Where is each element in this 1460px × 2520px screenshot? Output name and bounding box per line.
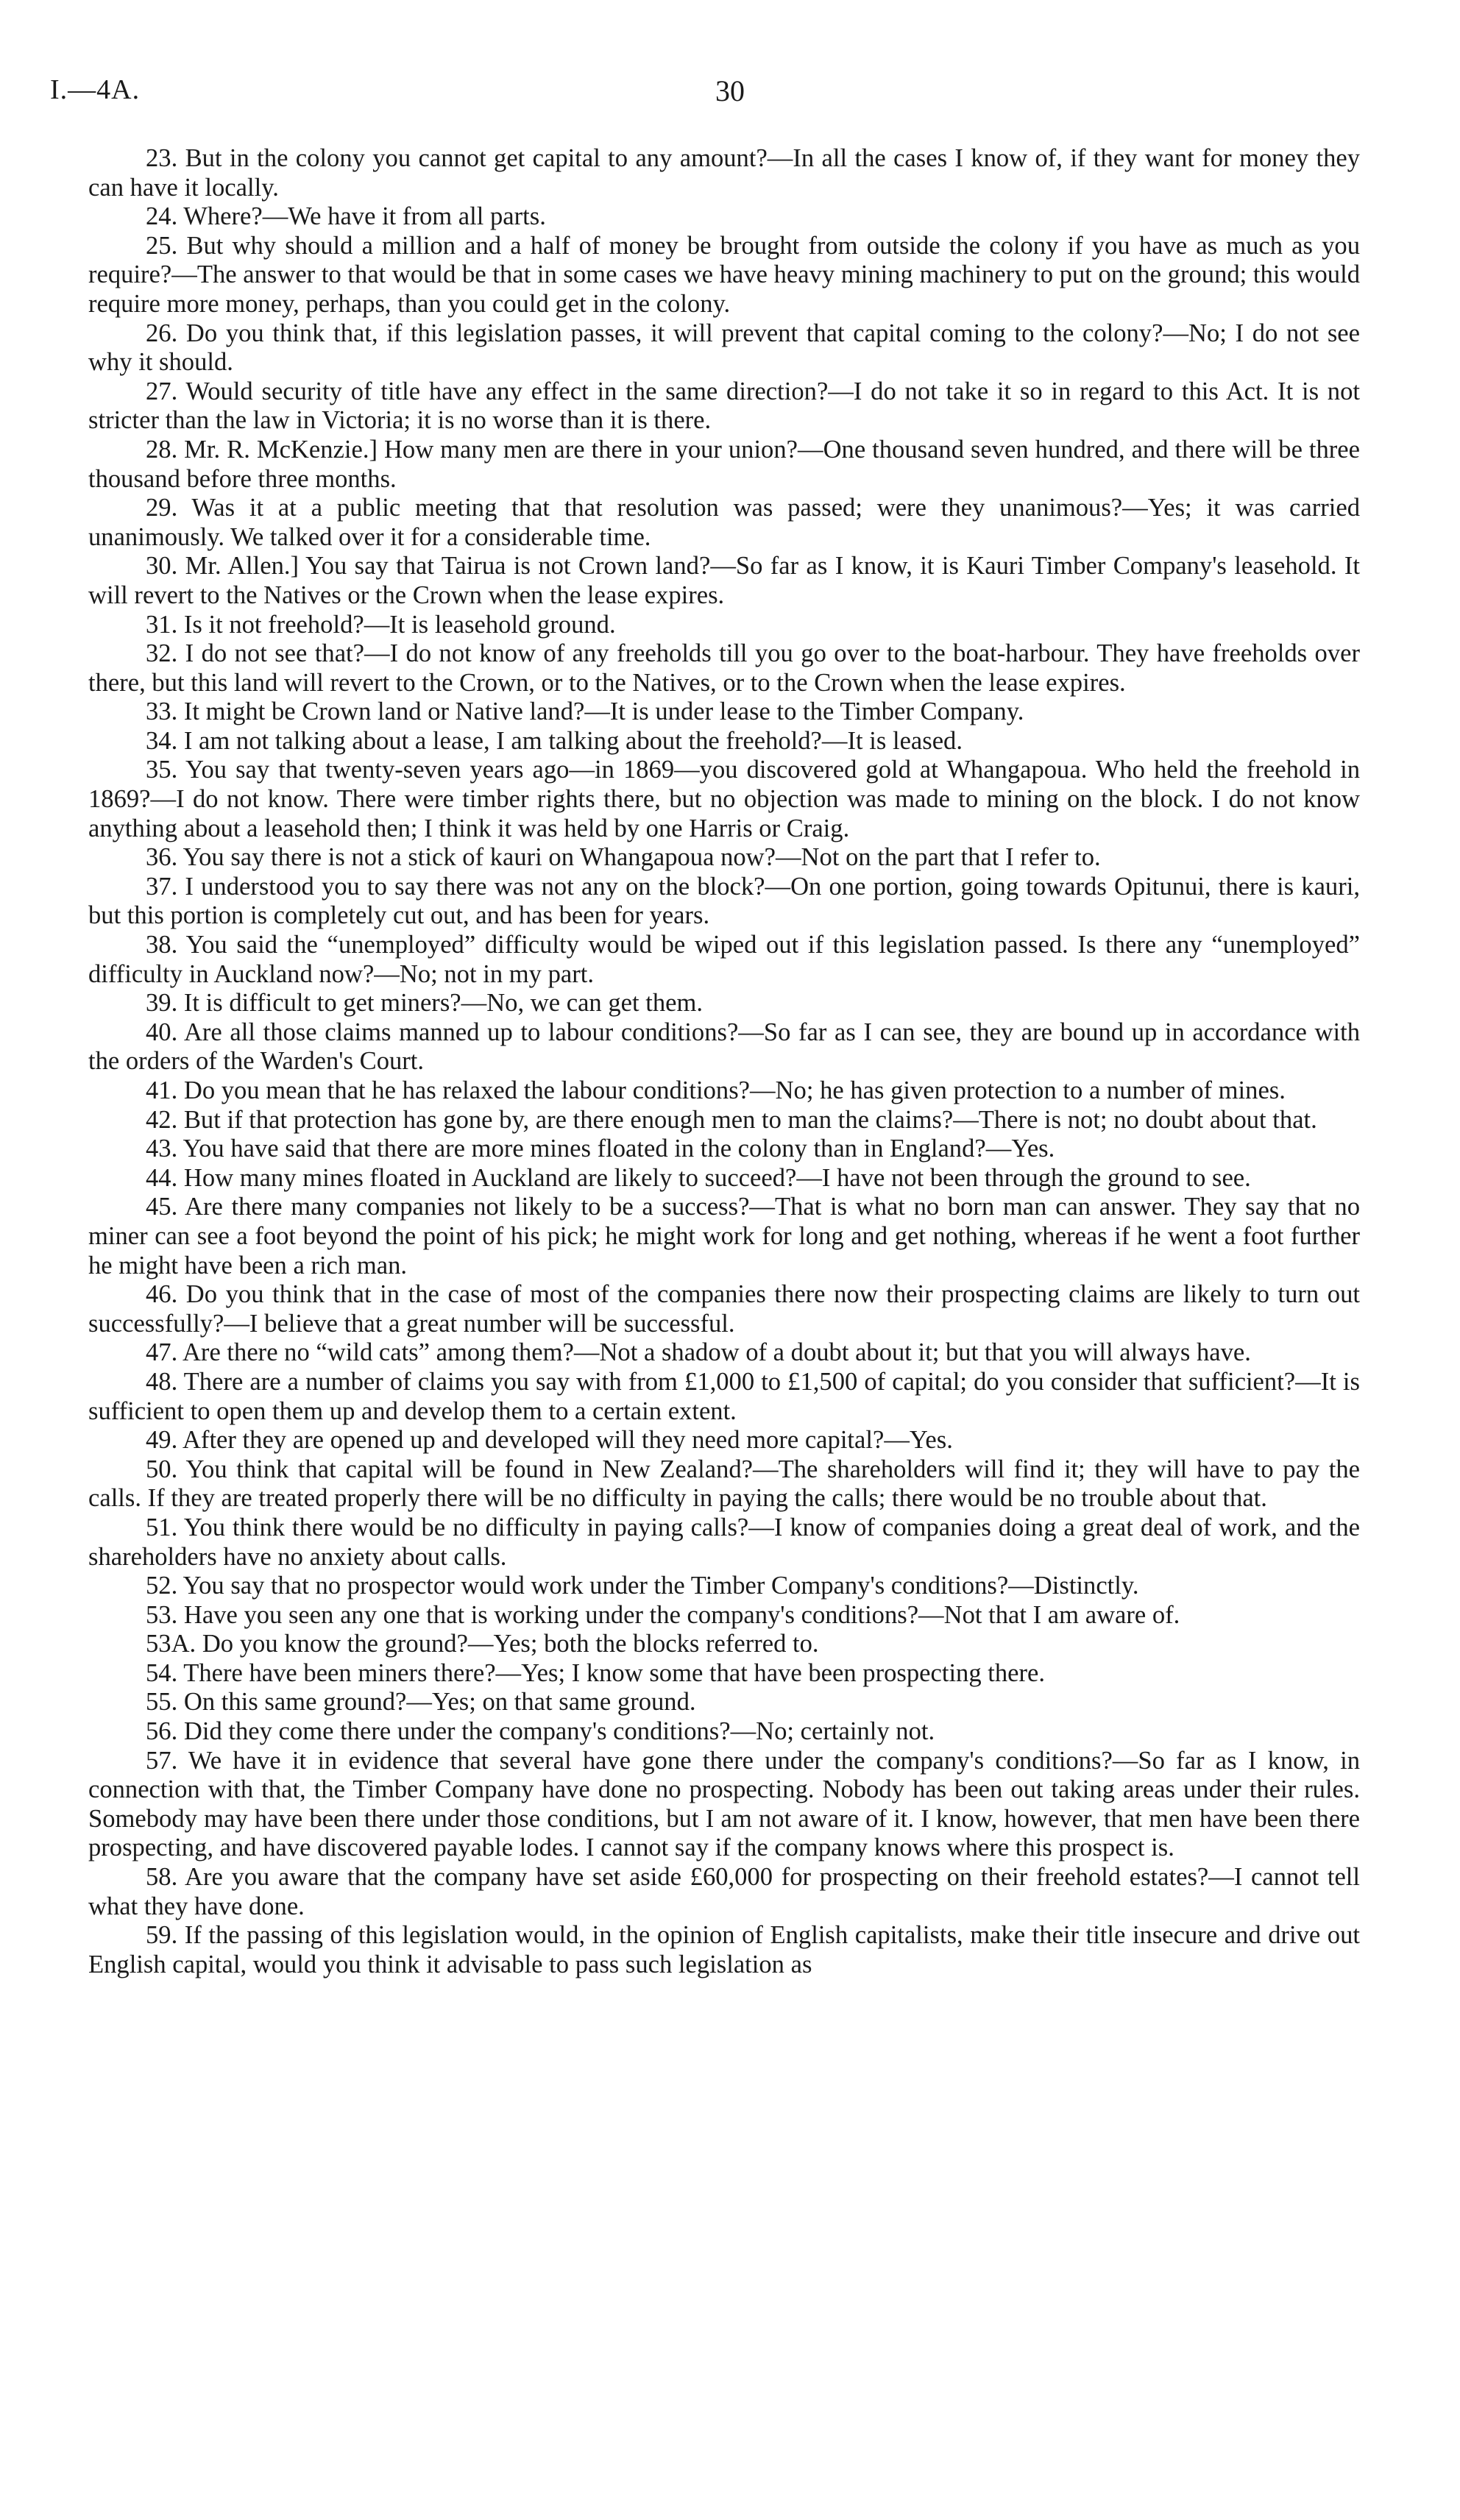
question-52: 52. You say that no prospector would work under the Timber Company's conditions?—Distinctly. [146,1572,1139,1600]
document-reference: I.—4A. [50,74,141,105]
question-36: 36. You say there is not a stick of kauri on Whangapoua now?—Not on the part that I refer to. [146,843,1101,872]
question-42: 42. But if that protection has gone by, are there enough men to man the claims?—There is not; no doubt about that. [146,1105,1317,1134]
question-38: 38. You said the “unemployed” difficulty would be wiped out if this legislation passed. Is there any “unemployed” difficulty in Auckland now?—No; not in my part. [88,931,1360,988]
question-41: 41. Do you mean that he has relaxed the labour conditions?—No; he has given protection to a number of mines. [146,1076,1286,1104]
question-47: 47. Are there no “wild cats” among them?—Not a shadow of a doubt about it; but that you will always have. [146,1338,1251,1367]
question-43: 43. You have said that there are more mines floated in the colony than in England?—Yes. [146,1135,1055,1163]
question-51: 51. You think there would be no difficulty in paying calls?—I know of companies doing a great deal of work, and the shareholders have no anxiety about calls. [88,1513,1360,1571]
question-35: 35. You say that twenty-seven years ago—in 1869—you discovered gold at Whangapoua. Who held the freehold in 1869?—I do not know. There were timber rights there, but no objection was made to mining on the block. I do not know anything about a leasehold then; I think it was held by one Harris or Craig. [88,756,1360,842]
question-39: 39. It is difficult to get miners?—No, we can get them. [146,989,704,1018]
question-46: 46. Do you think that in the case of most of the companies there now their prospecting claims are likely to turn out successfully?—I believe that a great number will be successful. [88,1280,1360,1338]
question-56: 56. Did they come there under the company's conditions?—No; certainly not. [146,1717,935,1746]
question-29: 29. Was it at a public meeting that that resolution was passed; were they unanimous?—Yes; it was carried unanimously. We talked over it for a considerable time. [88,494,1360,551]
question-53a: 53A. Do you know the ground?—Yes; both the blocks referred to. [146,1630,819,1658]
question-59: 59. If the passing of this legislation would, in the opinion of English capitalists, make their title insecure and drive out English capital, would you think it advisable to pass such legislation as [88,1921,1360,1978]
question-25: 25. But why should a million and a half of money be brought from outside the colony if you have as much as you require?—The answer to that would be that in some cases we have heavy mining machinery to put on the ground; this would require more money, perhaps, than you could get in the colony. [88,231,1360,318]
question-58: 58. Are you aware that the company have set aside £60,000 for prospecting on their freehold estates?—I cannot tell what they have done. [88,1863,1360,1920]
question-34: 34. I am not talking about a lease, I am talking about the freehold?—It is leased. [146,726,963,755]
question-26: 26. Do you think that, if this legislation passes, it will prevent that capital coming to the colony?—No; I do not see why it should. [88,319,1360,377]
question-40: 40. Are all those claims manned up to labour conditions?—So far as I can see, they are bound up in accordance with the orders of the Warden's Court. [88,1018,1360,1076]
question-53: 53. Have you seen any one that is working under the company's conditions?—Not that I am aware of. [146,1600,1180,1629]
question-24: 24. Where?—We have it from all parts. [146,202,546,231]
question-44: 44. How many mines floated in Auckland are likely to succeed?—I have not been through the ground to see. [146,1163,1251,1192]
question-27: 27. Would security of title have any effect in the same direction?—I do not take it so in regard to this Act. It is not stricter than the law in Victoria; it is no worse than it is there. [88,377,1360,435]
page-number: 30 [715,74,745,107]
question-57: 57. We have it in evidence that several have gone there under the company's conditions?—So far as I know, in connection with that, the Timber Company have done no prospecting. Nobody has been out taking areas under their rules. Somebody may have been there under those conditions, but I am not aware of it. I know, however, that men have been there prospecting, and have discovered payable lodes. I cannot say if the company knows where this prospect is. [88,1746,1360,1862]
question-54: 54. There have been miners there?—Yes; I know some that have been prospecting there. [146,1658,1046,1687]
question-31: 31. Is it not freehold?—It is leasehold ground. [146,610,616,639]
document-body [88,144,1360,1979]
question-30: 30. Mr. Allen.] You say that Tairua is not Crown land?—So far as I know, it is Kauri Timber Company's leasehold. It will revert to the Natives or the Crown when the lease expires. [88,552,1360,609]
question-33: 33. It might be Crown land or Native land?—It is under lease to the Timber Company. [146,698,1024,726]
question-55: 55. On this same ground?—Yes; on that same ground. [146,1688,696,1717]
question-28: 28. Mr. R. McKenzie.] How many men are there in your union?—One thousand seven hundred, and there will be three thousand before three months. [88,435,1360,493]
question-50: 50. You think that capital will be found in New Zealand?—The shareholders will find it; they will have to pay the calls. If they are treated properly there will be no difficulty in paying the calls; there would be no trouble about that. [88,1455,1360,1513]
question-37: 37. I understood you to say there was not any on the block?—On one portion, going towards Opitunui, there is kauri, but this portion is completely cut out, and has been for years. [88,872,1360,930]
question-32: 32. I do not see that?—I do not know of any freeholds till you go over to the boat-harbour. They have freeholds over there, but this land will revert to the Crown, or to the Natives, or to the Crown when the lease expires. [88,639,1360,697]
question-45: 45. Are there many companies not likely to be a success?—That is what no born man can answer. They say that no miner can see a foot beyond the point of his pick; he might work for long and get nothing, whereas if he went a foot further he might have been a rich man. [88,1193,1360,1279]
question-48: 48. There are a number of claims you say with from £1,000 to £1,500 of capital; do you consider that sufficient?—It is sufficient to open them up and develop them to a certain extent. [88,1367,1360,1425]
question-23: 23. But in the colony you cannot get capital to any amount?—In all the cases I know of, if they want for money they can have it locally. [88,144,1360,202]
question-49: 49. After they are opened up and developed will they need more capital?—Yes. [146,1426,953,1455]
